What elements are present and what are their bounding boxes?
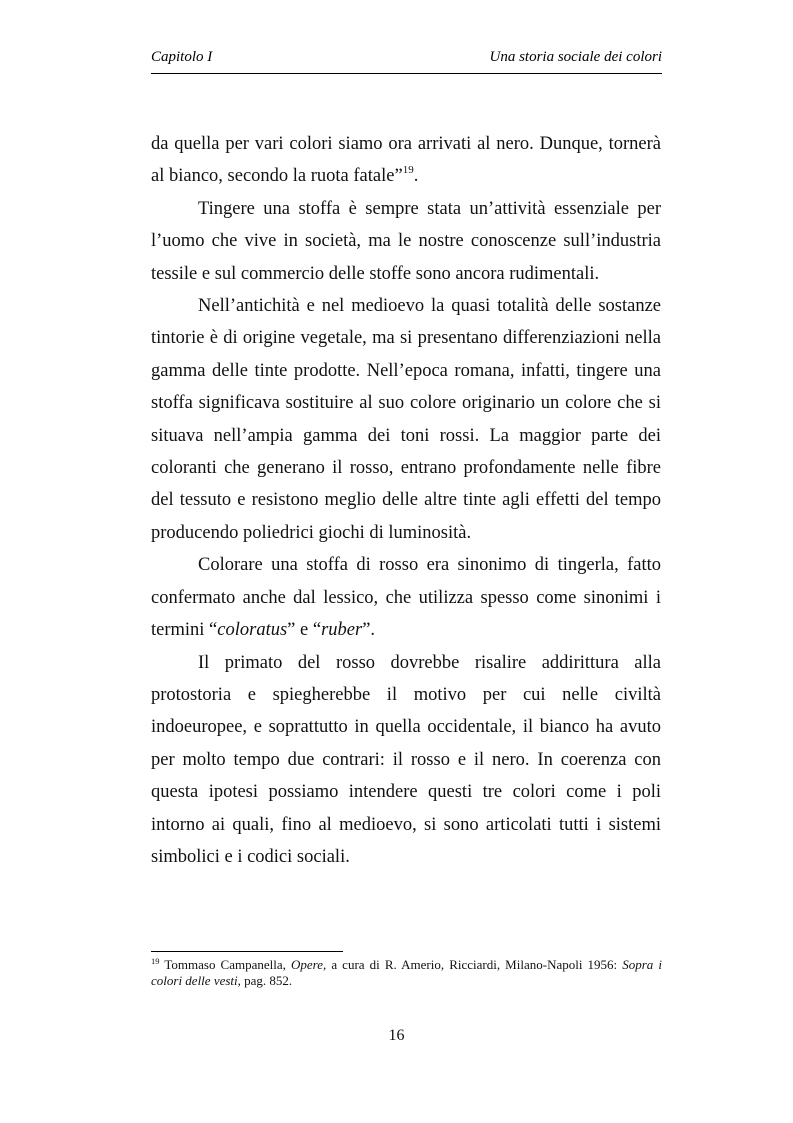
- footnote-page: pag. 852.: [240, 973, 293, 988]
- latin-term: coloratus: [217, 620, 288, 641]
- paragraph-text: da quella per vari colori siamo ora arrivati al nero. Dunque, tornerà al bianco, secondo la ruota fatale”: [151, 134, 661, 187]
- footnote-section-title: Sopra i colori delle vesti,: [151, 957, 663, 988]
- paragraph-end: .: [413, 166, 419, 187]
- paragraph-end: ”.: [362, 620, 376, 641]
- paragraph: Tingere una stoffa è sempre stata un’attività essenziale per l’uomo che vive in società, ma le nostre conoscenze sull’industria tessile e sul commercio delle stoffe sono ancora rudimentali.: [151, 198, 661, 284]
- footnote-details: a cura di R. Amerio, Ricciardi, Milano-Napoli 1956:: [326, 957, 623, 972]
- paragraph-continuation: [151, 128, 661, 193]
- footnote-reference: 19: [402, 164, 414, 177]
- footnote-author: Tommaso Campanella,: [159, 957, 291, 972]
- footnote: [151, 957, 662, 989]
- body-text: [151, 128, 661, 873]
- paragraph: Il primato del rosso dovrebbe risalire addirittura alla protostoria e spiegherebbe il motivo per cui nelle civiltà indoeuropee, e soprattutto in quella occidentale, il bianco ha avuto per molto tempo due contrari: il rosso e il nero. In coerenza con questa ipotesi possiamo intendere questi tre colori come i poli intorno ai quali, fino al medioevo, si sono articolati tutti i sistemi simbolici e i codici sociali.: [151, 652, 661, 867]
- latin-term: ruber: [321, 620, 363, 641]
- chapter-title: Una storia sociale dei colori: [489, 49, 662, 65]
- running-header: [151, 47, 662, 74]
- page-number: 16: [388, 1027, 405, 1044]
- paragraph: Nell’antichità e nel medioevo la quasi totalità delle sostanze tintorie è di origine vegetale, ma si presentano differenziazioni nella gamma delle tinte prodotte. Nell’epoca romana, infatti, tingere una stoffa significava sostituire al suo colore originario un colore che si situava nell’ampia gamma dei toni rossi. La maggior parte dei coloranti che generano il rosso, entrano profondamente nelle fibre del tessuto e resistono meglio delle altre tinte agli effetti del tempo producendo poliedrici giochi di luminosità.: [151, 296, 661, 543]
- paragraph: [151, 549, 661, 646]
- footnote-work-title: Opere,: [290, 957, 327, 972]
- paragraph-text: Colorare una stoffa di rosso era sinonimo di tingerla, fatto confermato anche dal lessico, che utilizza spesso come sinonimi i termini “: [151, 555, 661, 641]
- footnote-separator: [151, 951, 343, 952]
- chapter-label: Capitolo I: [151, 49, 213, 65]
- paragraph-text: ” e “: [287, 620, 322, 641]
- footnote-number: 19: [151, 956, 160, 966]
